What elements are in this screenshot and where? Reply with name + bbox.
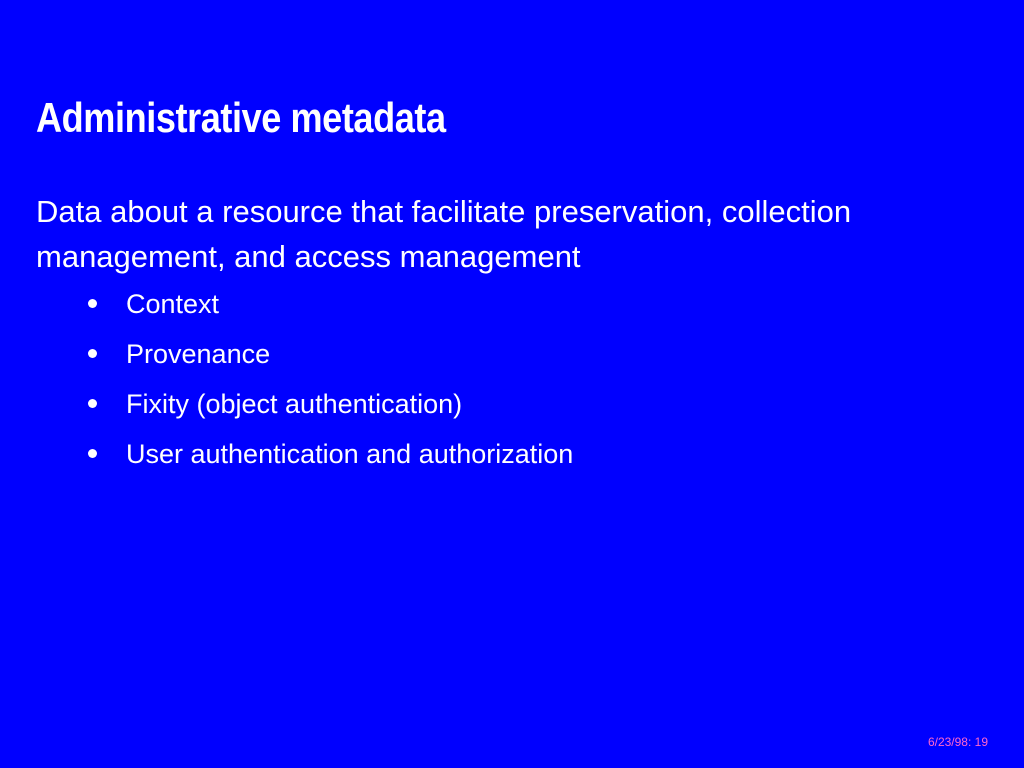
bullet-icon xyxy=(88,399,97,408)
slide-footer-date-page: 6/23/98: 19 xyxy=(927,735,988,749)
bullet-text: Fixity (object authentication) xyxy=(126,389,463,419)
bullet-icon xyxy=(88,349,97,358)
slide-title: Administrative metadata xyxy=(36,94,446,141)
slide-body-text: Data about a resource that facilitate preservation, collection management, and access management xyxy=(36,194,852,274)
bullet-text: User authentication and authorization xyxy=(126,439,574,469)
bullet-icon xyxy=(88,299,97,308)
bullet-text: Context xyxy=(126,289,220,319)
bullet-icon xyxy=(88,449,97,458)
bullet-text: Provenance xyxy=(126,339,271,369)
